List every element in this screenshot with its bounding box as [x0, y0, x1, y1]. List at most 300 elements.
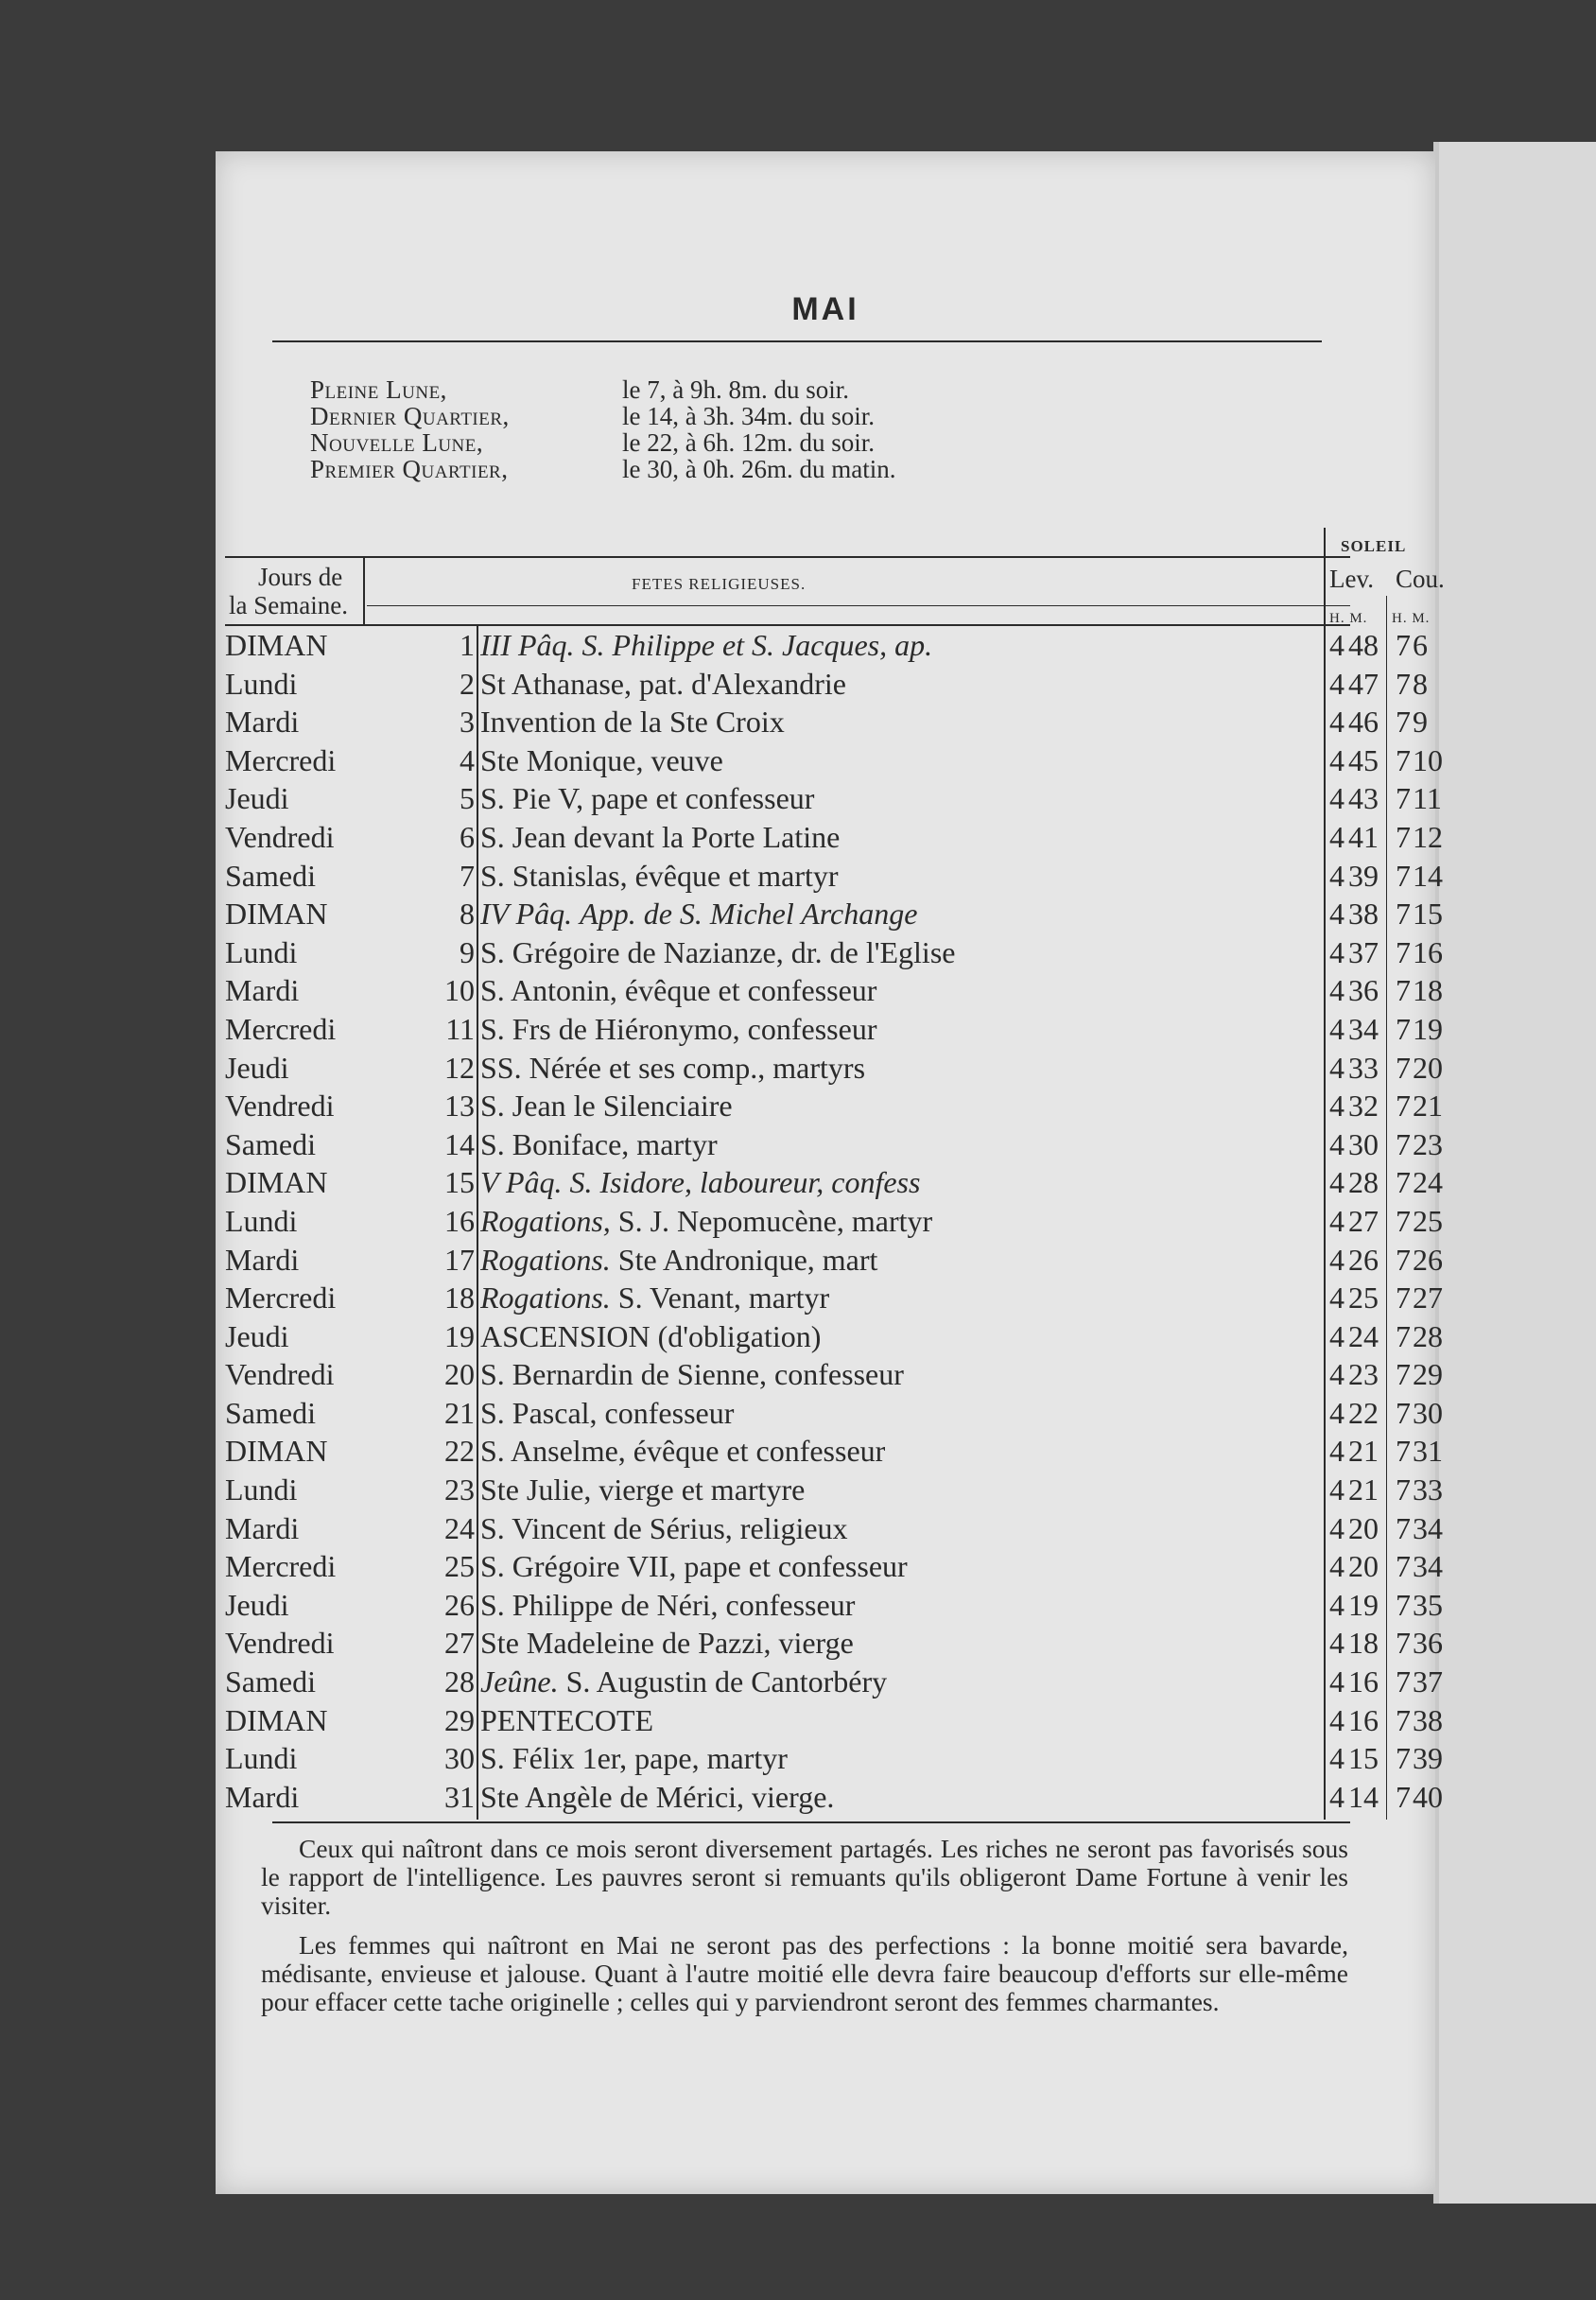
horoscope-text [261, 1835, 1348, 2028]
sunset-minute-cell: 29 [1413, 1357, 1443, 1392]
feast-cell [480, 1778, 1322, 1817]
feast-name: S. Bernardin de Sienne, confesseur [480, 1357, 904, 1392]
moon-phase-name: Pleine Lune, [310, 375, 447, 404]
sunset-minute-cell: 24 [1413, 1165, 1443, 1200]
sunset-minute-cell: 38 [1413, 1702, 1443, 1737]
sunrise-hour-cell: 4 [1329, 1089, 1344, 1124]
feast-name: S. Jean devant la Porte Latine [480, 819, 841, 854]
moon-phase-detail: le 14, à 3h. 34m. du soir. [622, 402, 875, 430]
sunrise-minute-cell: 36 [1348, 973, 1379, 1008]
weekday-cell: Mercredi [225, 1011, 337, 1046]
sunset-hour-cell: 7 [1396, 858, 1411, 893]
moon-phase-name: Premier Quartier, [310, 455, 509, 483]
weekday-cell: Vendredi [225, 1357, 335, 1392]
feast-cell [480, 818, 1322, 857]
sunset-minute-cell: 23 [1413, 1126, 1443, 1161]
sunrise-minute-cell: 16 [1348, 1664, 1379, 1699]
day-number-cell: 1 [460, 628, 475, 662]
feast-cell [480, 1739, 1322, 1778]
weekday-cell: Jeudi [225, 1587, 289, 1622]
day-number-cell: 25 [444, 1549, 475, 1584]
header-jours-line2: la Semaine. [229, 591, 348, 619]
weekday-cell: Lundi [225, 1741, 298, 1776]
feast-cell [480, 626, 1322, 665]
title-rule [272, 340, 1322, 342]
weekday-cell: Mardi [225, 705, 300, 740]
weekday-cell: Mercredi [225, 742, 337, 777]
feast-name: PENTECOTE [480, 1702, 654, 1737]
calendar-row [216, 1739, 1443, 1778]
sunrise-minute-cell: 20 [1348, 1549, 1379, 1584]
sunrise-hour-cell: 4 [1329, 1434, 1344, 1469]
day-number-cell: 28 [444, 1664, 475, 1699]
feast-prefix: IV Pâq. [480, 897, 573, 932]
weekday-cell: Mercredi [225, 1281, 337, 1316]
column-rule [363, 556, 365, 624]
sunrise-minute-cell: 38 [1348, 897, 1379, 932]
weekday-cell: Samedi [225, 1395, 316, 1430]
sunrise-minute-cell: 46 [1348, 705, 1379, 740]
sunrise-minute-cell: 14 [1348, 1779, 1379, 1814]
feast-prefix: III Pâq. [480, 628, 575, 662]
weekday-cell: Samedi [225, 858, 316, 893]
sunrise-hour-cell: 4 [1329, 1318, 1344, 1353]
moon-phase-row [310, 429, 895, 456]
sunrise-hour-cell: 4 [1329, 1549, 1344, 1584]
calendar-row [216, 1049, 1443, 1088]
feast-name: S. Félix 1er, pape, martyr [480, 1741, 788, 1776]
sunset-minute-cell: 28 [1413, 1318, 1443, 1353]
feast-name: S. Venant, martyr [617, 1281, 830, 1316]
calendar-row [216, 1663, 1443, 1701]
feast-cell [480, 1087, 1322, 1125]
sunrise-minute-cell: 24 [1348, 1318, 1379, 1353]
weekday-cell: Mardi [225, 1779, 300, 1814]
day-number-cell: 17 [444, 1242, 475, 1277]
calendar-row [216, 1279, 1443, 1317]
sunset-hour-cell: 7 [1396, 1626, 1411, 1661]
sunrise-minute-cell: 16 [1348, 1702, 1379, 1737]
feast-name: ASCENSION (d'obligation) [480, 1318, 822, 1353]
sunset-minute-cell: 34 [1413, 1549, 1443, 1584]
sunset-minute-cell: 37 [1413, 1664, 1443, 1699]
feast-cell [480, 933, 1322, 972]
feast-name: S. J. Nepomucène, martyr [617, 1203, 933, 1238]
weekday-cell: Vendredi [225, 1626, 335, 1661]
weekday-cell: Jeudi [225, 1050, 289, 1085]
calendar-row [216, 1586, 1443, 1625]
adjacent-page-edge [1433, 142, 1596, 2204]
sunrise-hour-cell: 4 [1329, 705, 1344, 740]
sunrise-minute-cell: 39 [1348, 858, 1379, 893]
sunrise-minute-cell: 41 [1348, 819, 1379, 854]
sunrise-hour-cell: 4 [1329, 934, 1344, 969]
sunrise-hour-cell: 4 [1329, 1011, 1344, 1046]
sunrise-hour-cell: 4 [1329, 1203, 1344, 1238]
sunset-minute-cell: 21 [1413, 1089, 1443, 1124]
calendar-row [216, 1624, 1443, 1663]
feast-cell [480, 665, 1322, 704]
feast-cell [480, 1202, 1322, 1241]
sunrise-hour-cell: 4 [1329, 666, 1344, 701]
feast-name: S. Anselme, évêque et confesseur [480, 1434, 886, 1469]
day-number-cell: 24 [444, 1510, 475, 1545]
day-number-cell: 30 [444, 1741, 475, 1776]
sunset-minute-cell: 39 [1413, 1741, 1443, 1776]
calendar-row [216, 1778, 1443, 1817]
sunset-hour-cell: 7 [1396, 781, 1411, 816]
sunset-hour-cell: 7 [1396, 705, 1411, 740]
table-bottom-rule [272, 1821, 1350, 1823]
header-hm-lev: H. M. [1329, 611, 1368, 626]
moon-phase-row [310, 403, 895, 429]
weekday-cell: Jeudi [225, 1318, 289, 1353]
feast-cell [480, 1279, 1322, 1317]
day-number-cell: 26 [444, 1587, 475, 1622]
sunrise-minute-cell: 43 [1348, 781, 1379, 816]
feast-prefix: Jeûne. [480, 1664, 559, 1699]
day-number-cell: 31 [444, 1779, 475, 1814]
weekday-cell: Lundi [225, 666, 298, 701]
feast-name: St Athanase, pat. d'Alexandrie [480, 666, 846, 701]
sunset-minute-cell: 20 [1413, 1050, 1443, 1085]
day-number-cell: 12 [444, 1050, 475, 1085]
feast-cell [480, 1317, 1322, 1356]
sunset-hour-cell: 7 [1396, 1203, 1411, 1238]
feast-cell [480, 1586, 1322, 1625]
feast-name: S. Isidore, laboureur, confess [569, 1165, 921, 1200]
sunset-hour-cell: 7 [1396, 1587, 1411, 1622]
moon-phase-detail: le 22, à 6h. 12m. du soir. [622, 428, 875, 457]
sunset-minute-cell: 26 [1413, 1242, 1443, 1277]
day-number-cell: 20 [444, 1357, 475, 1392]
feast-name: S. Antonin, évêque et confesseur [480, 973, 877, 1008]
sunset-hour-cell: 7 [1396, 1549, 1411, 1584]
feast-cell [480, 1355, 1322, 1394]
sunset-minute-cell: 19 [1413, 1011, 1443, 1046]
sunrise-hour-cell: 4 [1329, 781, 1344, 816]
day-number-cell: 15 [444, 1165, 475, 1200]
day-number-cell: 19 [444, 1318, 475, 1353]
sunset-hour-cell: 7 [1396, 666, 1411, 701]
sunrise-hour-cell: 4 [1329, 1126, 1344, 1161]
sunset-minute-cell: 9 [1413, 705, 1428, 740]
feast-name: S. Grégoire de Nazianze, dr. de l'Eglise [480, 934, 956, 969]
month-title: MAI [791, 291, 859, 327]
sunset-hour-cell: 7 [1396, 973, 1411, 1008]
calendar-row [216, 1547, 1443, 1586]
sunrise-minute-cell: 47 [1348, 666, 1379, 701]
day-number-cell: 10 [444, 973, 475, 1008]
calendar-row [216, 703, 1435, 741]
day-number-cell: 9 [460, 934, 475, 969]
feast-cell [480, 1471, 1322, 1509]
sunset-minute-cell: 15 [1413, 897, 1443, 932]
sunset-minute-cell: 30 [1413, 1395, 1443, 1430]
sunrise-minute-cell: 34 [1348, 1011, 1379, 1046]
sunset-minute-cell: 11 [1413, 781, 1442, 816]
feast-cell [480, 1394, 1322, 1433]
weekday-cell: DIMAN [225, 1702, 328, 1737]
feast-name: S. Philippe et S. Jacques, ap. [581, 628, 933, 662]
sunrise-minute-cell: 45 [1348, 742, 1379, 777]
feast-cell [480, 1241, 1322, 1280]
feast-name: S. Pascal, confesseur [480, 1395, 735, 1430]
weekday-cell: DIMAN [225, 897, 328, 932]
day-number-cell: 18 [444, 1281, 475, 1316]
sunrise-hour-cell: 4 [1329, 1242, 1344, 1277]
sunset-minute-cell: 40 [1413, 1779, 1443, 1814]
weekday-cell: DIMAN [225, 1434, 328, 1469]
feast-cell [480, 1163, 1322, 1202]
sunset-hour-cell: 7 [1396, 1011, 1411, 1046]
sunset-hour-cell: 7 [1396, 1395, 1411, 1430]
sunset-minute-cell: 14 [1413, 858, 1443, 893]
sunrise-minute-cell: 25 [1348, 1281, 1379, 1316]
sunrise-hour-cell: 4 [1329, 1664, 1344, 1699]
day-number-cell: 3 [460, 705, 475, 740]
sunset-hour-cell: 7 [1396, 1281, 1411, 1316]
calendar-row [216, 1394, 1443, 1433]
calendar-row [216, 1432, 1443, 1471]
sunrise-hour-cell: 4 [1329, 1395, 1344, 1430]
day-number-cell: 7 [460, 858, 475, 893]
feast-cell [480, 741, 1322, 780]
feast-cell [480, 1432, 1322, 1471]
day-number-cell: 29 [444, 1702, 475, 1737]
weekday-cell: Vendredi [225, 1089, 335, 1124]
sunset-minute-cell: 8 [1413, 666, 1428, 701]
sunrise-hour-cell: 4 [1329, 1779, 1344, 1814]
feast-name: Ste Monique, veuve [480, 742, 723, 777]
sunrise-minute-cell: 27 [1348, 1203, 1379, 1238]
feast-cell [480, 971, 1322, 1010]
weekday-cell: Mardi [225, 973, 300, 1008]
feast-name: S. Jean le Silenciaire [480, 1089, 733, 1124]
sunset-minute-cell: 18 [1413, 973, 1443, 1008]
sunset-minute-cell: 35 [1413, 1587, 1443, 1622]
sunset-hour-cell: 7 [1396, 1089, 1411, 1124]
sunrise-hour-cell: 4 [1329, 1357, 1344, 1392]
sunrise-hour-cell: 4 [1329, 897, 1344, 932]
sunrise-minute-cell: 21 [1348, 1434, 1379, 1469]
sunset-minute-cell: 10 [1413, 742, 1443, 777]
sunset-minute-cell: 31 [1413, 1434, 1443, 1469]
header-lev: Lev. [1329, 565, 1374, 593]
calendar-row [216, 1163, 1443, 1202]
calendar-row [216, 1509, 1443, 1548]
weekday-cell: DIMAN [225, 1165, 328, 1200]
calendar-row [216, 779, 1442, 818]
header-fetes: FETES RELIGIEUSES. [632, 575, 807, 593]
feast-cell [480, 1010, 1322, 1049]
sunset-hour-cell: 7 [1396, 1357, 1411, 1392]
sunset-minute-cell: 6 [1413, 628, 1428, 662]
feast-prefix: Rogations. [480, 1242, 611, 1277]
day-number-cell: 5 [460, 781, 475, 816]
day-number-cell: 27 [444, 1626, 475, 1661]
day-number-cell: 8 [460, 897, 475, 932]
calendar-row [216, 1241, 1443, 1280]
weekday-cell: Samedi [225, 1664, 316, 1699]
sunset-hour-cell: 7 [1396, 1664, 1411, 1699]
feast-name: S. Frs de Hiéronymo, confesseur [480, 1011, 877, 1046]
sunrise-minute-cell: 48 [1348, 628, 1379, 662]
feast-prefix: V Pâq. [480, 1165, 563, 1200]
header-jours-line1: Jours de [258, 563, 343, 591]
feast-name: Ste Andronique, mart [617, 1242, 878, 1277]
header-mid-rule [367, 605, 1350, 606]
day-number-cell: 11 [445, 1011, 475, 1046]
calendar-row [216, 895, 1443, 933]
weekday-cell: Mercredi [225, 1549, 337, 1584]
sunrise-minute-cell: 22 [1348, 1395, 1379, 1430]
day-number-cell: 14 [444, 1126, 475, 1161]
sunrise-hour-cell: 4 [1329, 819, 1344, 854]
feast-name: Ste Madeleine de Pazzi, vierge [480, 1626, 854, 1661]
feast-name: S. Boniface, martyr [480, 1126, 718, 1161]
header-soleil: SOLEIL [1341, 537, 1407, 555]
moon-phase-row [310, 456, 895, 482]
calendar-row [216, 1202, 1443, 1241]
feast-cell [480, 895, 1322, 933]
sunset-hour-cell: 7 [1396, 1050, 1411, 1085]
weekday-cell: Vendredi [225, 819, 335, 854]
calendar-row [216, 1087, 1443, 1125]
day-number-cell: 21 [444, 1395, 475, 1430]
sunrise-hour-cell: 4 [1329, 973, 1344, 1008]
weekday-cell: Mardi [225, 1242, 300, 1277]
feast-cell [480, 1547, 1322, 1586]
sunrise-minute-cell: 32 [1348, 1089, 1379, 1124]
sunrise-hour-cell: 4 [1329, 1281, 1344, 1316]
sunrise-minute-cell: 26 [1348, 1242, 1379, 1277]
moon-phase-row [310, 376, 895, 403]
weekday-cell: Mardi [225, 1510, 300, 1545]
moon-phases [310, 376, 895, 482]
sunrise-minute-cell: 15 [1348, 1741, 1379, 1776]
sunrise-hour-cell: 4 [1329, 1626, 1344, 1661]
calendar-rows [216, 626, 1443, 1816]
calendar-row [216, 933, 1443, 972]
sunset-hour-cell: 7 [1396, 1702, 1411, 1737]
sunrise-hour-cell: 4 [1329, 742, 1344, 777]
feast-cell [480, 703, 1322, 741]
sunset-hour-cell: 7 [1396, 1126, 1411, 1161]
sunrise-minute-cell: 20 [1348, 1510, 1379, 1545]
calendar-row [216, 1701, 1443, 1740]
feast-name: S. Grégoire VII, pape et confesseur [480, 1549, 908, 1584]
sunrise-minute-cell: 37 [1348, 934, 1379, 969]
feast-cell [480, 1624, 1322, 1663]
day-number-cell: 2 [460, 666, 475, 701]
feast-cell [480, 779, 1322, 818]
moon-phase-name: Nouvelle Lune, [310, 428, 484, 457]
sunset-hour-cell: 7 [1396, 1434, 1411, 1469]
day-number-cell: 22 [444, 1434, 475, 1469]
sunrise-minute-cell: 33 [1348, 1050, 1379, 1085]
sunrise-hour-cell: 4 [1329, 1165, 1344, 1200]
feast-cell [480, 1701, 1322, 1740]
sunset-minute-cell: 25 [1413, 1203, 1443, 1238]
feast-name: App. de S. Michel Archange [580, 897, 918, 932]
weekday-cell: Lundi [225, 934, 298, 969]
calendar-row [216, 1125, 1443, 1164]
day-number-cell: 4 [460, 742, 475, 777]
feast-cell [480, 857, 1322, 896]
header-cou: Cou. [1396, 565, 1445, 593]
sunset-hour-cell: 7 [1396, 1318, 1411, 1353]
sunset-minute-cell: 34 [1413, 1510, 1443, 1545]
calendar-row [216, 1471, 1443, 1509]
day-number-cell: 6 [460, 819, 475, 854]
calendar-row [216, 741, 1443, 780]
feast-name: SS. Nérée et ses comp., martyrs [480, 1050, 866, 1085]
sunset-hour-cell: 7 [1396, 897, 1411, 932]
day-number-cell: 23 [444, 1472, 475, 1507]
sunset-hour-cell: 7 [1396, 819, 1411, 854]
calendar-row [216, 1317, 1443, 1356]
feast-name: S. Pie V, pape et confesseur [480, 781, 815, 816]
weekday-cell: Lundi [225, 1472, 298, 1507]
day-number-cell: 13 [444, 1089, 475, 1124]
moon-phase-detail: le 30, à 0h. 26m. du matin. [622, 455, 896, 483]
feast-cell [480, 1049, 1322, 1088]
feast-prefix: Rogations. [480, 1281, 611, 1316]
almanac-page [216, 151, 1445, 2194]
feast-prefix: Rogations, [480, 1203, 611, 1238]
moon-phase-detail: le 7, à 9h. 8m. du soir. [622, 375, 849, 404]
weekday-cell: Lundi [225, 1203, 298, 1238]
sunrise-minute-cell: 21 [1348, 1472, 1379, 1507]
feast-name: S. Philippe de Néri, confesseur [480, 1587, 856, 1622]
sunrise-hour-cell: 4 [1329, 1472, 1344, 1507]
sunset-hour-cell: 7 [1396, 1472, 1411, 1507]
sunset-hour-cell: 7 [1396, 1165, 1411, 1200]
sunrise-hour-cell: 4 [1329, 628, 1344, 662]
sunrise-hour-cell: 4 [1329, 1510, 1344, 1545]
feast-cell [480, 1125, 1322, 1164]
weekday-cell: Jeudi [225, 781, 289, 816]
header-top-rule [225, 556, 1350, 558]
sunset-hour-cell: 7 [1396, 1779, 1411, 1814]
sunset-minute-cell: 16 [1413, 934, 1443, 969]
calendar-row [216, 665, 1435, 704]
calendar-row [216, 626, 1435, 665]
sunset-hour-cell: 7 [1396, 1510, 1411, 1545]
calendar-row [216, 1355, 1443, 1394]
calendar-row [216, 857, 1443, 896]
calendar-row [216, 818, 1443, 857]
feast-name: Ste Julie, vierge et martyre [480, 1472, 806, 1507]
feast-name: Ste Angèle de Mérici, vierge. [480, 1779, 835, 1814]
feast-name: Invention de la Ste Croix [480, 705, 785, 740]
day-number-cell: 16 [444, 1203, 475, 1238]
horoscope-paragraph: Ceux qui naîtront dans ce mois seront diversement partagés. Les riches ne seront pas favorisés sous le rapport de l'intelligence. Les pauvres seront si remuants qu'ils obligeront Dame Fortune à venir les visiter. [261, 1834, 1348, 1920]
feast-name: S. Augustin de Cantorbéry [565, 1664, 888, 1699]
sunrise-minute-cell: 30 [1348, 1126, 1379, 1161]
weekday-cell: Samedi [225, 1126, 316, 1161]
sunrise-minute-cell: 18 [1348, 1626, 1379, 1661]
sunset-minute-cell: 33 [1413, 1472, 1443, 1507]
sunrise-minute-cell: 28 [1348, 1165, 1379, 1200]
feast-cell [480, 1509, 1322, 1548]
feast-cell [480, 1663, 1322, 1701]
weekday-cell: DIMAN [225, 628, 328, 662]
calendar-row [216, 1010, 1443, 1049]
sunrise-hour-cell: 4 [1329, 1587, 1344, 1622]
moon-phase-name: Dernier Quartier, [310, 402, 510, 430]
